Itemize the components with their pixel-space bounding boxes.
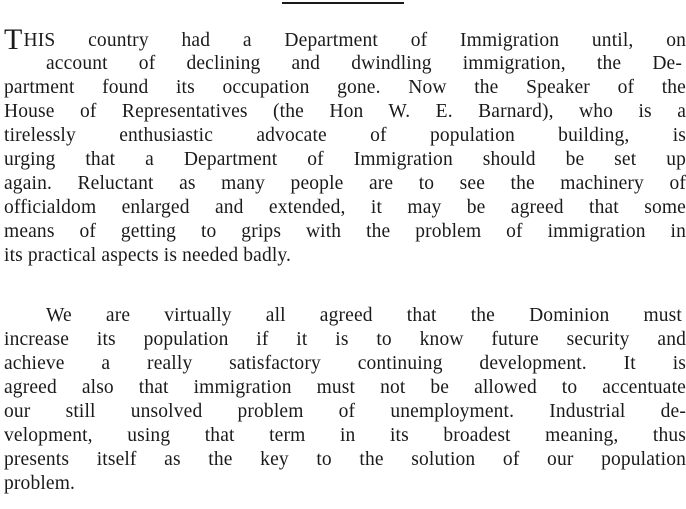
paragraph-1-line-6: urging that a Department of Immigration should be set up	[4, 149, 686, 170]
paragraph-2-line-8: problem.	[4, 473, 76, 494]
paragraph-1-line-9: means of getting to grips with the problem of immigration in	[4, 221, 686, 242]
paragraph-2-line-7: presents itself as the key to the solution of our population	[4, 449, 686, 470]
paragraph-2-line-3: achieve a really satisfactory continuing development. It is	[4, 353, 686, 374]
paragraph-2-line-6: velopment, using that term in its broadest meaning, thus	[4, 425, 686, 446]
drop-cap: T	[4, 23, 23, 56]
paragraph-2-line-4: agreed also that immigration must not be allowed to accentuate	[4, 377, 686, 398]
paragraph-2-line-5: our still unsolved problem of unemployment. Industrial de-	[4, 401, 686, 422]
paragraph-1-line-4: House of Representatives (the Hon W. E. Barnard), who is a	[4, 101, 686, 122]
paragraph-1-line-7: again. Reluctant as many people are to see the machinery of	[4, 173, 686, 194]
paragraph-2-line-1: We are virtually all agreed that the Dominion must	[46, 305, 682, 326]
paragraph-2-line-2: increase its population if it is to know future security and	[4, 329, 686, 350]
paragraph-1-line-2: account of declining and dwindling immigration, the De-	[46, 53, 682, 74]
paragraph-1-line-10: its practical aspects is needed badly.	[4, 245, 292, 266]
top-rule	[282, 2, 404, 4]
paragraph-1-line-5: tirelessly enthusiastic advocate of population building, is	[4, 125, 686, 146]
paragraph-1-line-1: THIS country had a Department of Immigration until, on	[4, 23, 686, 56]
paragraph-1-line-3: partment found its occupation gone. Now the Speaker of the	[4, 77, 686, 98]
paragraph-1-line-8: officialdom enlarged and extended, it may be agreed that some	[4, 197, 686, 218]
